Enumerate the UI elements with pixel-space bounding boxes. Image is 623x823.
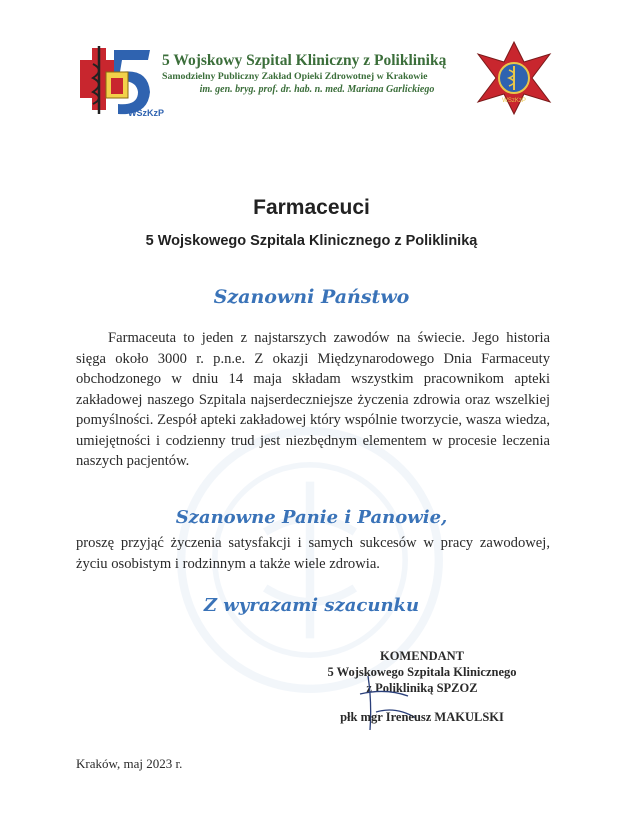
hospital-name: 5 Wojskowy Szpital Kliniczny z Polikliniką: [162, 52, 447, 69]
hospital-logo-left: [78, 40, 164, 118]
signature-name: płk mgr Ireneusz MAKULSKI: [340, 710, 504, 724]
header-block: [162, 52, 472, 97]
signature-role: KOMENDANT: [379, 649, 465, 663]
right-logo-text: WSzKzP: [502, 98, 526, 104]
hospital-subtitle: Samodzielny Publiczny Zakład Opieki Zdrowotnej w Krakowie: [162, 71, 428, 82]
left-logo-text: WSzKzP: [128, 108, 164, 118]
greeting-2: Szanowne Panie i Panowie,: [175, 507, 448, 528]
greeting: Szanowni Państwo: [213, 286, 410, 308]
signature-org-line2: z Polikliniką SPZOZ: [366, 681, 478, 695]
signature-org-line1: 5 Wojskowego Szpitala Klinicznego: [327, 665, 517, 679]
page-title: Farmaceuci: [253, 196, 370, 219]
paragraph-1: Farmaceuta to jeden z najstarszych zawodów na świecie. Jego historia sięga około 3000 r. p.n.e. Z okazji Międzynarodowego Dnia Farmaceuty obchodzonego w dniu 14 maja składam wszystkim pracownikom apteki zakładowej naszego Szpitala najserdeczniejsze życzenia zdrowia oraz wszelkiej pomyślności. Zespół apteki zakładowej który wspólnie tworzycie, wasza wiedza, umiejętności i codzienny trud jest niezbędnym elementem w procesie leczenia naszych pacjentów.: [76, 330, 550, 469]
page-subtitle: 5 Wojskowego Szpitala Klinicznego z Polikliniką: [145, 233, 478, 249]
paragraph-2: proszę przyjąć życzenia satysfakcji i samych sukcesów w pracy zawodowej, życiu osobistym i rodzinnym a także wiele zdrowia.: [76, 535, 550, 572]
closing: Z wyrazami szacunku: [203, 595, 420, 616]
document-date: Kraków, maj 2023 r.: [76, 756, 183, 771]
hospital-emblem-right: [476, 40, 552, 116]
hospital-patron: im. gen. bryg. prof. dr. hab. n. med. Mariana Garlickiego: [199, 84, 435, 95]
